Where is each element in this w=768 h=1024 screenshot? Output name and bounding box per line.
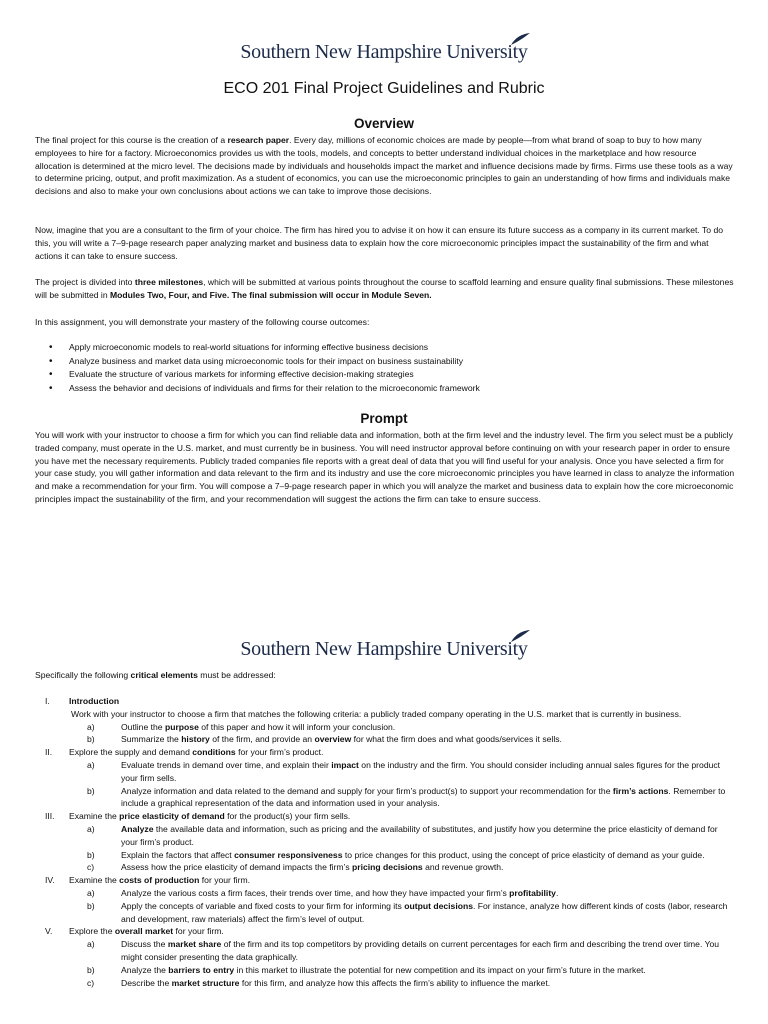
sub-element	[69, 964, 735, 977]
sub-element-text: Assess how the price elasticity of demand impacts the firm’s pricing decisions and revenue growth.	[121, 862, 504, 873]
list-item: • Apply microeconomic models to real-world situations for informing effective business decisions	[35, 341, 735, 355]
sub-element	[69, 938, 735, 964]
sub-element-letter: b)	[87, 900, 95, 911]
sub-element-letter: a)	[87, 823, 95, 834]
critical-elements-list	[35, 695, 735, 989]
sub-element	[69, 733, 735, 746]
sub-element	[69, 861, 735, 874]
sub-element-letter: c)	[87, 977, 95, 988]
sub-element-text: Summarize the history of the firm, and provide an overview for what the firm does and what goods/services it sells.	[121, 734, 562, 745]
sub-element	[69, 759, 735, 785]
critical-elements-intro: Specifically the following critical elements must be addressed:	[35, 670, 276, 680]
overview-heading: Overview	[353, 116, 415, 131]
sub-element-text: Outline the purpose of this paper and how it will inform your conclusion.	[121, 721, 396, 732]
prompt-paragraph: You will work with your instructor to choose a firm for which you can find reliable data and information, both at the firm level and the industry level. The firm you select must be a publicly traded company, must operate in the U.S. market, and must currently be in business. You will need instructor approval before continuing on with your research paper in order to ensure you have met the necessary requirements. Publicly traded companies file reports with a great deal of data that you will find useful for your analysis. Once you have selected a firm for your case study, you will gather information and data relevant to the firm and its industry and use the core microeconomic principles you have learned in class to analyze the information and make a recommendation for your firm. You will compose a 7–9-page research paper in which you will analyze the market and business data to explain how the core microeconomic principles impact the sustainability of the firm, and your recommendation will suggest the actions the firm can take to ensure success.	[35, 430, 735, 504]
sub-element-text: Analyze the barriers to entry in this market to illustrate the potential for new competition and its impact on your firm’s future in the market.	[121, 964, 646, 975]
critical-element	[35, 746, 735, 810]
sub-element-letter: b)	[87, 785, 95, 796]
sub-element-text: Apply the concepts of variable and fixed costs to your firm for informing its output decisions. For instance, analyze how different kinds of costs (labor, research and development, raw materials) affect the firm’s level of output.	[121, 900, 728, 924]
sub-element	[69, 900, 735, 926]
critical-element	[35, 810, 735, 874]
sub-element-text: Analyze information and data related to the demand and supply for your firm’s product(s) to support your recommendation for the firm’s actions. Remember to include a graphical representation of the data and information used in your analysis.	[121, 785, 726, 809]
element-description: Work with your instructor to choose a firm that matches the following criteria: a publicly traded company operating in the U.S. market that is currently in business.	[71, 708, 682, 719]
list-item: • Analyze business and market data using microeconomic tools for their impact on business sustainability	[35, 355, 735, 369]
logo-wordmark: Southern New Hampshire University	[240, 41, 528, 63]
university-logo	[0, 41, 768, 64]
element-title: Explore the overall market for your firm.	[69, 926, 224, 937]
quill-icon	[509, 629, 531, 643]
logo-wordmark: Southern New Hampshire University	[240, 638, 528, 660]
critical-element	[35, 925, 735, 989]
document-page-2	[0, 600, 768, 1024]
sub-element-letter: a)	[87, 759, 95, 770]
prompt-heading: Prompt	[360, 411, 408, 426]
sub-element-text: Discuss the market share of the firm and its top competitors by providing details on current percentages for each firm and describing the trend over time. You might consider presenting the data graphically.	[121, 939, 720, 962]
overview-paragraph-3: The project is divided into three milestones, which will be submitted at various points throughout the course to scaffold learning and ensure quality final submissions. These milestones will be submitted in Modules Two, Four, and Five. The final submission will occur in Module Seven.	[35, 277, 734, 300]
element-title: Examine the costs of production for your firm.	[69, 875, 251, 886]
sub-element-text: Analyze the various costs a firm faces, their trends over time, and how they have impacted your firm’s profitability.	[121, 887, 559, 898]
sub-element-letter: b)	[87, 734, 95, 745]
sub-element	[69, 849, 735, 862]
list-item: • Evaluate the structure of various markets for informing effective decision-making strategies	[35, 368, 735, 382]
element-number: II.	[45, 747, 53, 758]
university-logo	[0, 638, 768, 661]
element-title: Explore the supply and demand conditions for your firm’s product.	[69, 747, 324, 758]
sub-element-letter: a)	[87, 721, 95, 732]
sub-element	[69, 823, 735, 849]
sub-element	[69, 977, 735, 990]
course-outcomes-list	[35, 341, 735, 395]
sub-element-letter: c)	[87, 862, 95, 873]
overview-paragraph-4: In this assignment, you will demonstrate your mastery of the following course outcomes:	[35, 317, 370, 327]
critical-element	[35, 695, 735, 746]
sub-element	[69, 721, 735, 734]
sub-element-text: Analyze the available data and information, such as pricing and the availability of substitutes, and justify how you determine the price elasticity of demand for your firm’s product.	[121, 823, 718, 847]
overview-paragraph-1: The final project for this course is the creation of a research paper. Every day, millions of economic choices are made by people—from what brand of soap to buy to how many employees to hire for a factory. Microeconomics provides us with the tools, models, and concepts to better understand individual choices in the marketplace and how resource allocation is determined at the micro level. The decisions made by individuals and households impact the market and influence decisions made by firms. Firms use these tools as a way to determine pricing, output, and profit maximization. As a student of economics, you can use the microeconomic principles to gain an understanding of how firms and individuals make decisions and also to make your own conclusions about actions we can take to improve those decisions.	[35, 135, 733, 197]
sub-element-text: Describe the market structure for this firm, and analyze how this affects the firm’s ability to influence the market.	[121, 977, 551, 988]
quill-icon	[509, 32, 531, 46]
sub-element-letter: a)	[87, 887, 95, 898]
element-number: III.	[45, 811, 55, 822]
critical-element	[35, 874, 735, 925]
overview-paragraph-2: Now, imagine that you are a consultant to the firm of your choice. The firm has hired you to advise it on how it can ensure its future success as a company in its current market. To do this, you will write a 7–9-page research paper analyzing market and business data to explain how the core microeconomic principles impact the sustainability of the firm and what actions it can take to ensure success.	[35, 225, 723, 261]
element-number: V.	[45, 926, 53, 937]
sub-element	[69, 887, 735, 900]
document-title: ECO 201 Final Project Guidelines and Rubric	[223, 80, 545, 97]
sub-element-text: Evaluate trends in demand over time, and explain their impact on the industry and the firm. You should consider including annual sales figures for the product your firm sells.	[121, 759, 721, 783]
sub-element-letter: b)	[87, 964, 95, 975]
sub-element-letter: a)	[87, 939, 95, 950]
list-item: • Assess the behavior and decisions of individuals and firms for their relation to the microeconomic framework	[35, 382, 735, 396]
sub-element-letter: b)	[87, 849, 95, 860]
element-title: Examine the price elasticity of demand for the product(s) your firm sells.	[69, 811, 351, 822]
element-number: IV.	[45, 875, 55, 886]
element-number: I.	[45, 696, 50, 706]
sub-element-text: Explain the factors that affect consumer responsiveness to price changes for this product, using the concept of price elasticity of demand as your guide.	[121, 849, 705, 860]
element-title: Introduction	[69, 696, 120, 706]
sub-element	[69, 785, 735, 811]
